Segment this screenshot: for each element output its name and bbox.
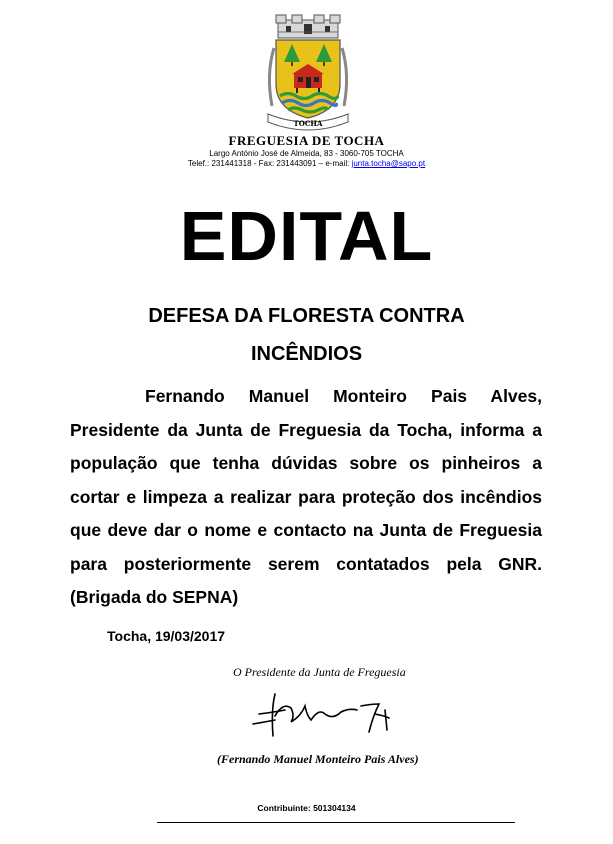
contact-line	[0, 159, 613, 168]
notice-body: Fernando Manuel Monteiro Pais Alves, Presidente da Junta de Freguesia da Tocha, informa a população que tenha dúvidas sobre os pinheiros a cortar e limpeza a realizar para proteção dos incêndios que deve dar o nome e contacto na Junta de Freguesia para posteriormente serem contatados pela GNR.(Brigada do SEPNA)	[70, 386, 542, 607]
email-link[interactable]: junta.tocha@sapo.pt	[351, 159, 426, 168]
handwritten-signature	[245, 686, 405, 744]
coat-of-arms-logo	[262, 14, 354, 134]
footer-divider	[157, 822, 515, 823]
date-line: Tocha, 19/03/2017	[107, 628, 226, 644]
notice-headline: EDITAL	[179, 197, 434, 275]
tax-id: Contribuinte: 501304134	[257, 803, 356, 813]
crest-ribbon-text: TOCHA	[293, 119, 323, 128]
organization-name: FREGUESIA DE TOCHA	[228, 133, 385, 148]
contact-phone-fax: Telef.: 231441318 - Fax: 231443091 – e-mail:	[187, 159, 352, 168]
subject-line-1: DEFESA DA FLORESTA CONTRA	[148, 305, 465, 327]
signer-name: (Fernando Manuel Monteiro Pais Alves)	[217, 752, 419, 766]
signer-role: O Presidente da Junta de Freguesia	[233, 665, 406, 679]
address-line: Largo António José de Almeida, 83 - 3060-705 TOCHA	[209, 149, 404, 158]
mural-crown-icon	[276, 15, 340, 38]
subject-line-2: INCÊNDIOS	[250, 343, 363, 365]
